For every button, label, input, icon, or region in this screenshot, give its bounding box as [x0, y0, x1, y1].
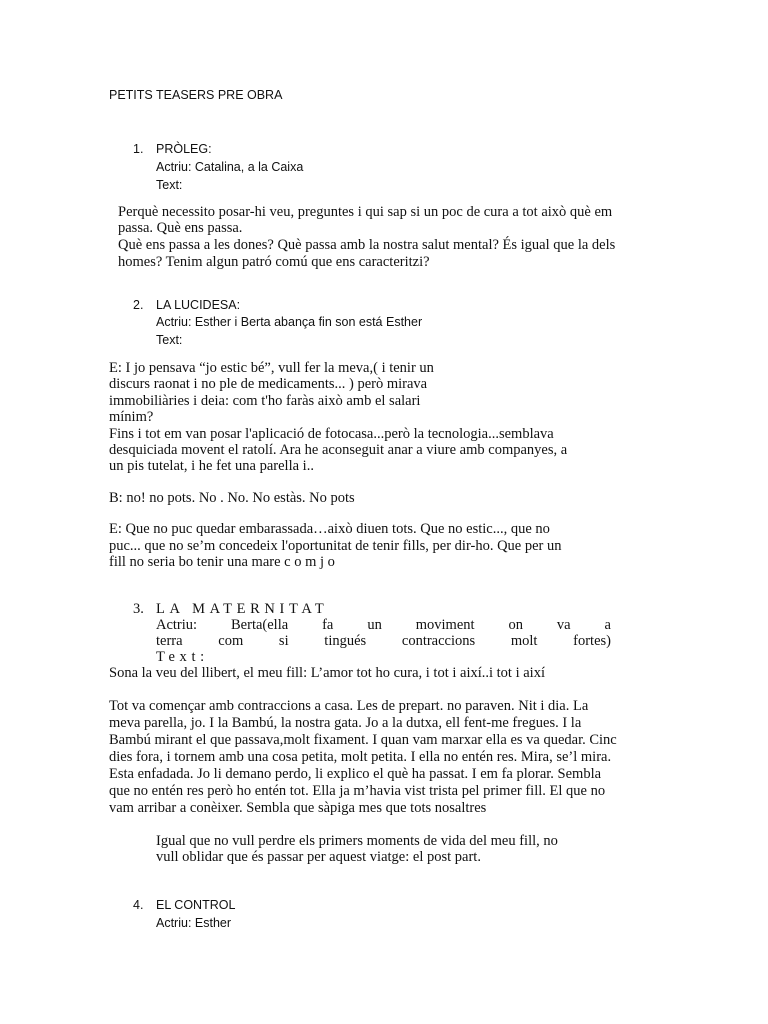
section-number: 1.: [133, 142, 144, 156]
section-text-label: Text:: [156, 649, 209, 665]
dialogue-line-e: puc... que no se’m concedeix l'oportunitat de tenir fills, per dir-ho. Que per un: [109, 538, 562, 554]
paragraph-line: meva parella, jo. I la Bambú, la nostra gata. Jo a la dutxa, ell fent-me fregues. I la: [109, 715, 582, 731]
section-heading: PRÒLEG:: [156, 142, 212, 156]
dialogue-line: un pis tutelat, i he fet una parella i..: [109, 458, 314, 474]
section-actress: Actriu: Esther: [156, 916, 232, 930]
section-actress: [156, 633, 611, 650]
dialogue-line: Fins i tot em van posar l'aplicació de fotocasa...però la tecnologia...semblava: [109, 426, 554, 442]
dialogue-line: immobiliàries i deia: com t'ho faràs això amb el salari: [109, 393, 421, 409]
dialogue-line-b: B: no! no pots. No . No. No estàs. No pots: [109, 490, 355, 506]
body-line: Perquè necessito posar-hi veu, preguntes i qui sap si un poc de cura a tot això què em: [118, 204, 613, 220]
section-number: 3.: [133, 601, 144, 617]
dialogue-line: discurs raonat i no ple de medicaments... ) però mirava: [109, 376, 428, 392]
section-heading: LA MATERNITAT: [156, 601, 329, 617]
actress-line: terra com si tingués contraccions molt fortes): [156, 633, 611, 649]
indented-line: Igual que no vull perdre els primers moments de vida del meu fill, no: [156, 833, 558, 849]
section-actress: Actriu: Esther i Berta abança fin son está Esther: [156, 315, 423, 329]
body-line: passa. Què ens passa.: [118, 220, 243, 236]
section-heading: LA LUCIDESA:: [156, 298, 241, 312]
body-line: homes? Tenim algun patró comú que ens caracteritzi?: [118, 254, 430, 270]
paragraph-line: Bambú mirant el que passava,molt fixament. I quan vam marxar ella es va quedar. Cinc: [109, 732, 617, 748]
dialogue-line-e: fill no seria bo tenir una mare c o m j o: [109, 554, 335, 570]
dialogue-line: mínim?: [109, 409, 154, 425]
indented-line: vull oblidar que és passar per aquest viatge: el post part.: [156, 849, 481, 865]
section-heading: EL CONTROL: [156, 898, 236, 912]
paragraph-line: Tot va començar amb contraccions a casa. Les de prepart. no paraven. Nit i dia. La: [109, 698, 589, 714]
dialogue-line: E: I jo pensava “jo estic bé”, vull fer la meva,( i tenir un: [109, 360, 434, 376]
paragraph-line: Esta enfadada. Jo li demano perdo, li explico el què ha passat. I em fa plorar. Sembla: [109, 766, 602, 782]
section-text-label: Text:: [156, 178, 183, 192]
paragraph-line: vam arribar a conèixer. Sembla que sàpiga mes que tots nosaltres: [109, 800, 487, 816]
paragraph-line: dies fora, i tornem amb una cosa petita, molt petita. I ella no entén res. Mira, se’l mira.: [109, 749, 612, 765]
paragraph-line: que no entén res però ho entén tot. Ella ja m’havia vist trista pel primer fill. El que no: [109, 783, 606, 799]
voice-line: Sona la veu del llibert, el meu fill: L’amor tot ho cura, i tot i així..i tot i així: [109, 665, 545, 681]
body-line: Què ens passa a les dones? Què passa amb la nostra salut mental? És igual que la dels: [118, 237, 616, 253]
dialogue-line-e: E: Que no puc quedar embarassada…això diuen tots. Que no estic..., que no: [109, 521, 550, 537]
dialogue-line: desquiciada movent el ratolí. Ara he aconseguit anar a viure amb companyes, a: [109, 442, 568, 458]
section-number: 2.: [133, 298, 144, 312]
section-text-label: Text:: [156, 333, 183, 347]
section-actress: [156, 617, 611, 634]
section-actress: Actriu: Catalina, a la Caixa: [156, 160, 304, 174]
document-title: PETITS TEASERS PRE OBRA: [109, 88, 283, 102]
actress-line: Actriu: Berta(ella fa un moviment on va a: [156, 617, 611, 633]
section-number: 4.: [133, 898, 144, 912]
